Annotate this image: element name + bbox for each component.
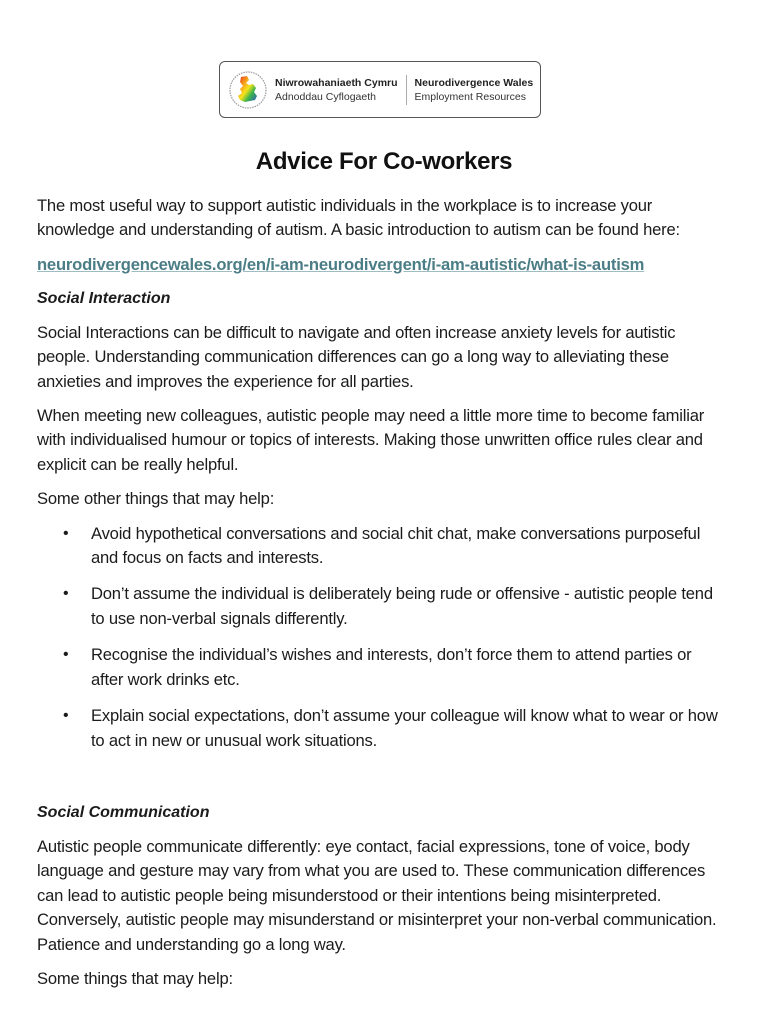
logo-english-sub: Employment Resources (414, 90, 526, 103)
bullet-icon: • (63, 646, 69, 664)
list-item (37, 522, 727, 571)
social-interaction-para-2: When meeting new colleagues, autistic people may need a little more time to become familiar with individualised humour or topics of interests. Making those unwritten office rules clear and explicit can be really helpful. (37, 406, 705, 474)
logo-english (415, 76, 534, 104)
intro-paragraph: The most useful way to support autistic individuals in the workplace is to increase your knowledge and understanding of autism. A basic introduction to autism can be found here: (37, 196, 680, 240)
logo-divider (406, 75, 407, 105)
document-body (37, 194, 727, 1001)
social-interaction-heading: Social Interaction (37, 289, 171, 307)
page-title: Advice For Co-workers (255, 148, 513, 175)
social-communication-list-intro: Some things that may help: (37, 968, 233, 988)
list-item-text: Recognise the individual’s wishes and interests, don’t force them to attend parties or after work drinks etc. (91, 645, 692, 689)
what-is-autism-link[interactable]: neurodivergencewales.org/en/i-am-neurodivergent/i-am-autistic/what-is-autism (37, 254, 645, 274)
list-item (37, 704, 727, 753)
social-interaction-list (37, 522, 727, 753)
bullet-icon: • (63, 524, 69, 542)
social-interaction-para-1: Social Interactions can be difficult to navigate and often increase anxiety levels for autistic people. Understanding communication differences can go a long way to alleviating these anxieties and improves the experience for all parties. (37, 322, 676, 391)
social-communication-heading: Social Communication (37, 803, 210, 821)
list-item-text: Don’t assume the individual is deliberately being rude or offensive - autistic people tend to use non-verbal signals differently. (91, 584, 713, 628)
social-communication-para-1: Autistic people communicate differently: eye contact, facial expressions, tone of voice, body language and gesture may vary from what you are used to. These communication differences can lead to autistic people being misunderstood or their intentions being misinterpreted. Conversely, autistic people may misunderstand or misinterpret your non-verbal communication. Patience and understanding go a long way. (37, 836, 717, 954)
logo-banner (219, 61, 541, 118)
social-interaction-list-intro: Some other things that may help: (37, 489, 275, 509)
logo-english-name: Neurodivergence Wales (414, 76, 534, 89)
list-item-text: Explain social expectations, don’t assume your colleague will know what to wear or how to act in new or unusual work situations. (91, 706, 718, 750)
wales-map-icon (227, 69, 269, 111)
list-item-text: Avoid hypothetical conversations and social chit chat, make conversations purposeful and focus on facts and interests. (91, 523, 701, 568)
bullet-icon: • (63, 585, 69, 603)
logo-welsh-sub: Adnoddau Cyflogaeth (275, 90, 376, 103)
bullet-icon: • (63, 707, 69, 725)
logo-welsh (275, 76, 398, 104)
logo-welsh-name: Niwrowahaniaeth Cymru (275, 76, 398, 89)
list-item (37, 582, 727, 631)
list-item (37, 643, 727, 692)
